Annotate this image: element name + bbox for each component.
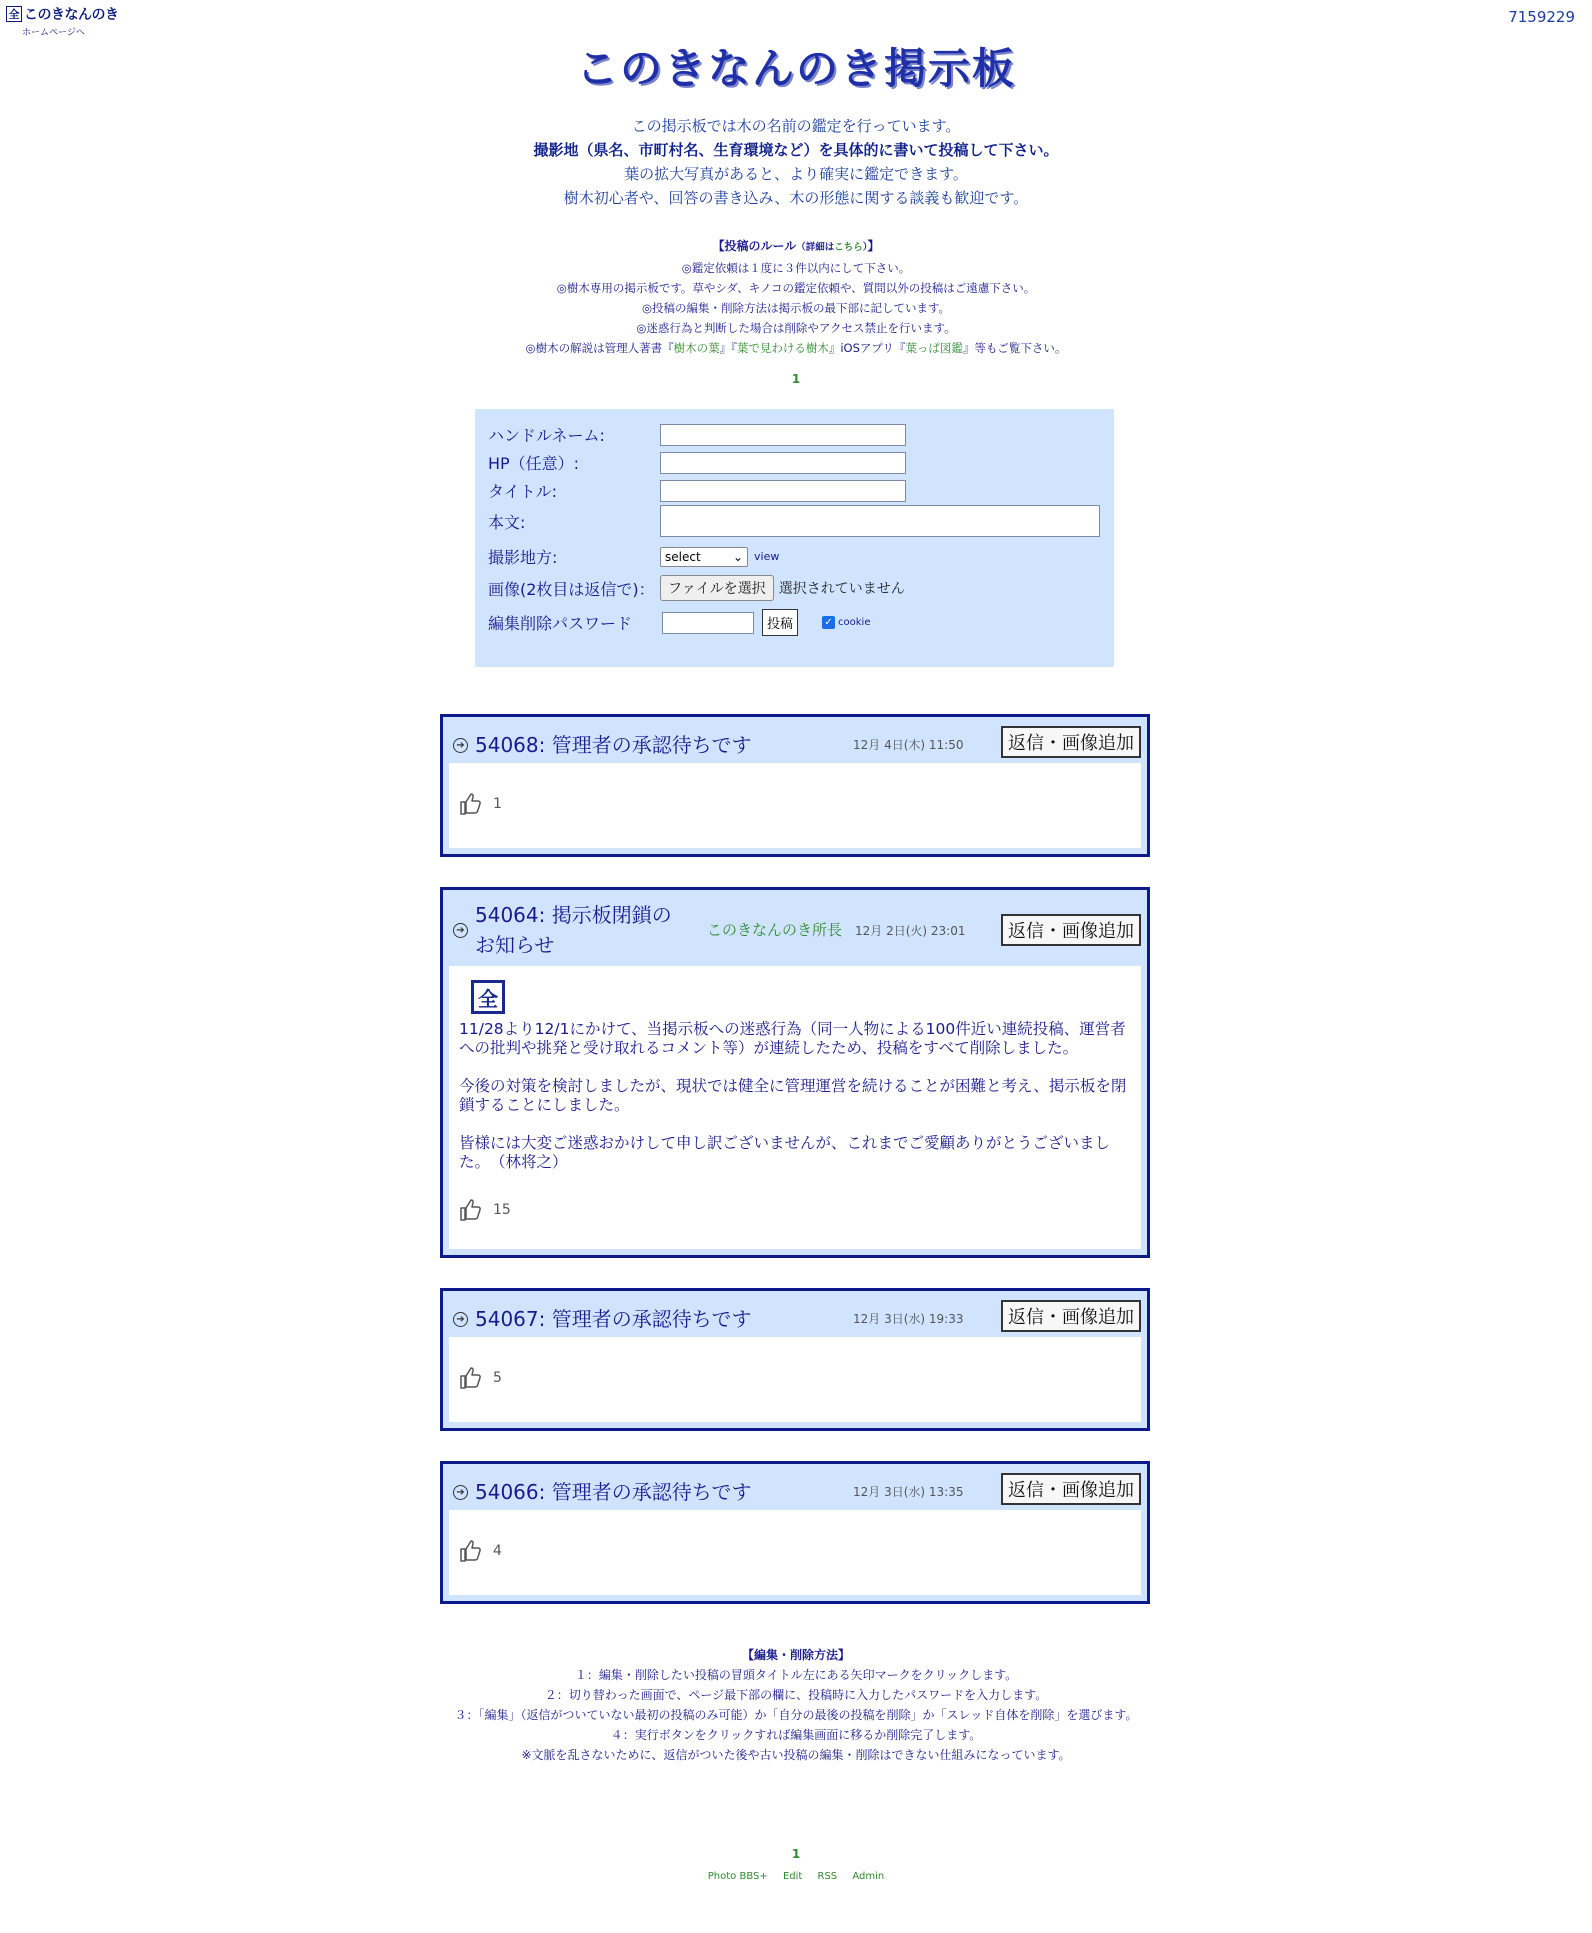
homepage-link-label: ホームページへ bbox=[22, 28, 85, 38]
thumbs-up-icon bbox=[459, 792, 483, 816]
password-label: 編集削除パスワード bbox=[488, 614, 633, 633]
file-status: 選択されていません bbox=[778, 581, 905, 597]
title-input[interactable] bbox=[660, 480, 906, 502]
file-select-button[interactable]: ファイルを選択 bbox=[660, 575, 774, 601]
image-label: 画像(2枚目は返信で)： bbox=[488, 579, 655, 599]
arrow-circle-icon[interactable]: ➔ bbox=[453, 1312, 468, 1327]
arrow-circle-icon[interactable]: ➔ bbox=[453, 738, 468, 753]
intro-text: この掲示板では木の名前の鑑定を行っています。 撮影地（県名、市町村名、生育環境など）を具体的に書いて投稿して下さい。 葉の拡大写真があると、より確実に鑑定できます。 樹木初心者や、回答の書き込み、木の形態に関する談義も歓迎です。 bbox=[533, 117, 1059, 207]
body-textarea[interactable] bbox=[660, 505, 1100, 537]
footer-link-admin[interactable]: Admin bbox=[852, 1871, 885, 1882]
post-title: 54067: 管理者の承認待ちです bbox=[475, 1307, 752, 1331]
post-54066 bbox=[440, 1461, 1150, 1604]
edit-delete-instructions bbox=[0, 1645, 1592, 1765]
site-logo-icon: 全 bbox=[471, 980, 505, 1014]
footer-links bbox=[0, 1871, 1592, 1882]
post-author: このきなんのき所長 bbox=[707, 921, 843, 939]
pagination-top[interactable]: 1 bbox=[791, 372, 801, 386]
post-form bbox=[475, 409, 1114, 667]
post-date: 12月 2日(火) 23:01 bbox=[855, 924, 966, 938]
submit-button[interactable]: 投稿 bbox=[762, 609, 798, 636]
posting-rules bbox=[0, 236, 1592, 358]
hp-input[interactable] bbox=[660, 452, 906, 474]
reply-button[interactable]: 返信・画像追加 bbox=[1001, 726, 1141, 758]
rules-title: 【投稿のルール（詳細はこちら）】 bbox=[712, 239, 880, 253]
post-body: 11/28より12/1にかけて、当掲示板への迷惑行為（同一人物による100件近い連続投稿、運営者への批判や挑発と受け取れるコメント等）が連続したため、投稿をすべて削除しました。 今後の対策を検討しましたが、現状では健全に管理運営を続けることが困難と考え、掲示板を閉鎖することにしました。 皆様には大変ご迷惑おかけして申し訳ございませんが、これまでご愛顧ありがとうございました。 （林将之） bbox=[459, 1020, 1127, 1171]
hp-label: HP（任意）: bbox=[488, 454, 580, 473]
footer-link-edit[interactable]: Edit bbox=[782, 1871, 803, 1882]
rule-item: ◎鑑定依頼は１度に３件以内にして下さい。 bbox=[681, 261, 911, 275]
reply-button[interactable]: 返信・画像追加 bbox=[1001, 1300, 1141, 1332]
instruction-item: ４：実行ボタンをクリックすれば編集画面に移るか削除完了します。 bbox=[610, 1728, 982, 1742]
reply-button[interactable]: 返信・画像追加 bbox=[1001, 1473, 1141, 1505]
post-date: 12月 4日(木) 11:50 bbox=[853, 738, 964, 752]
like-count: 5 bbox=[493, 1370, 502, 1386]
book-link-ha-de-miwakeru[interactable]: 葉で見わける樹木 bbox=[736, 341, 829, 355]
instruction-item: ※文脈を乱さないために、返信がついた後や古い投稿の編集・削除はできない仕組みになっています。 bbox=[521, 1748, 1071, 1762]
rules-detail-link[interactable]: こちら bbox=[834, 242, 863, 253]
footer-link-photobbs[interactable]: Photo BBS+ bbox=[707, 1871, 768, 1882]
like-count: 4 bbox=[493, 1543, 502, 1559]
post-date: 12月 3日(水) 19:33 bbox=[853, 1312, 964, 1326]
rule-item: ◎樹木の解説は管理人著書『樹木の葉』『葉で見わける樹木』iOSアプリ『葉っぱ図鑑』等もご覧下さい。 bbox=[525, 341, 1067, 355]
rule-item: ◎投稿の編集・削除方法は掲示板の最下部に記しています。 bbox=[641, 301, 951, 315]
like-count: 1 bbox=[493, 796, 502, 812]
post-54068 bbox=[440, 714, 1150, 857]
password-input[interactable] bbox=[662, 612, 754, 634]
thumbs-up-icon bbox=[459, 1198, 483, 1222]
like-button[interactable] bbox=[459, 1366, 502, 1390]
instruction-item: ３：「編集」（返信がついていない最初の投稿のみ可能）か「自分の最後の投稿を削除」か「スレッド自体を削除」を選びます。 bbox=[454, 1708, 1138, 1722]
like-count: 15 bbox=[493, 1202, 511, 1218]
body-label: 本文: bbox=[488, 512, 526, 532]
instruction-item: １：編集・削除したい投稿の冒頭タイトル左にある矢印マークをクリックします。 bbox=[574, 1668, 1018, 1682]
home-link[interactable] bbox=[6, 4, 126, 38]
region-label: 撮影地方: bbox=[488, 548, 558, 567]
post-54064 bbox=[440, 887, 1150, 1258]
like-button[interactable] bbox=[459, 792, 502, 816]
checkmark-icon: ✓ bbox=[822, 616, 835, 629]
region-select[interactable]: select ⌄ bbox=[660, 547, 748, 567]
region-view-link[interactable]: view bbox=[754, 550, 780, 563]
post-title: 54066: 管理者の承認待ちです bbox=[475, 1480, 752, 1504]
post-54067 bbox=[440, 1288, 1150, 1431]
rule-item: ◎迷惑行為と判断した場合は削除やアクセス禁止を行います。 bbox=[636, 321, 956, 335]
app-link-happa-zukan[interactable]: 葉っぱ図鑑 bbox=[905, 341, 963, 355]
site-logo-text: このきなんのき bbox=[24, 7, 119, 23]
post-title: 54068: 管理者の承認待ちです bbox=[475, 733, 752, 757]
arrow-circle-icon[interactable]: ➔ bbox=[453, 923, 468, 938]
site-logo-icon: 全 bbox=[6, 6, 22, 22]
handle-label: ハンドルネーム: bbox=[488, 426, 605, 445]
post-title: 54064: 掲示板閉鎖の お知らせ bbox=[475, 903, 672, 957]
page-title: このきなんのき掲示板 bbox=[575, 44, 1016, 93]
thumbs-up-icon bbox=[459, 1539, 483, 1563]
like-button[interactable] bbox=[459, 1198, 511, 1222]
instructions-title: 【編集・削除方法】 bbox=[741, 1648, 850, 1662]
instruction-item: ２：切り替わった画面で、ページ最下部の欄に、投稿時に入力したパスワードを入力します。 bbox=[544, 1688, 1048, 1702]
like-button[interactable] bbox=[459, 1539, 502, 1563]
arrow-circle-icon[interactable]: ➔ bbox=[453, 1485, 468, 1500]
visit-counter: 7159229 bbox=[1508, 8, 1575, 26]
reply-button[interactable]: 返信・画像追加 bbox=[1001, 914, 1141, 946]
handle-input[interactable] bbox=[660, 424, 906, 446]
thumbs-up-icon bbox=[459, 1366, 483, 1390]
rule-item: ◎樹木専用の掲示板です。草やシダ、キノコの鑑定依頼や、質問以外の投稿はご遠慮下さい。 bbox=[556, 281, 1036, 295]
cookie-checkbox[interactable]: ✓ cookie bbox=[822, 616, 870, 629]
post-date: 12月 3日(水) 13:35 bbox=[853, 1485, 964, 1499]
book-link-jumoku-no-ha[interactable]: 樹木の葉 bbox=[673, 341, 720, 355]
pagination-bottom[interactable]: 1 bbox=[791, 1847, 801, 1861]
title-label: タイトル: bbox=[488, 482, 558, 501]
footer-link-rss[interactable]: RSS bbox=[817, 1871, 838, 1882]
chevron-down-icon: ⌄ bbox=[732, 549, 743, 564]
